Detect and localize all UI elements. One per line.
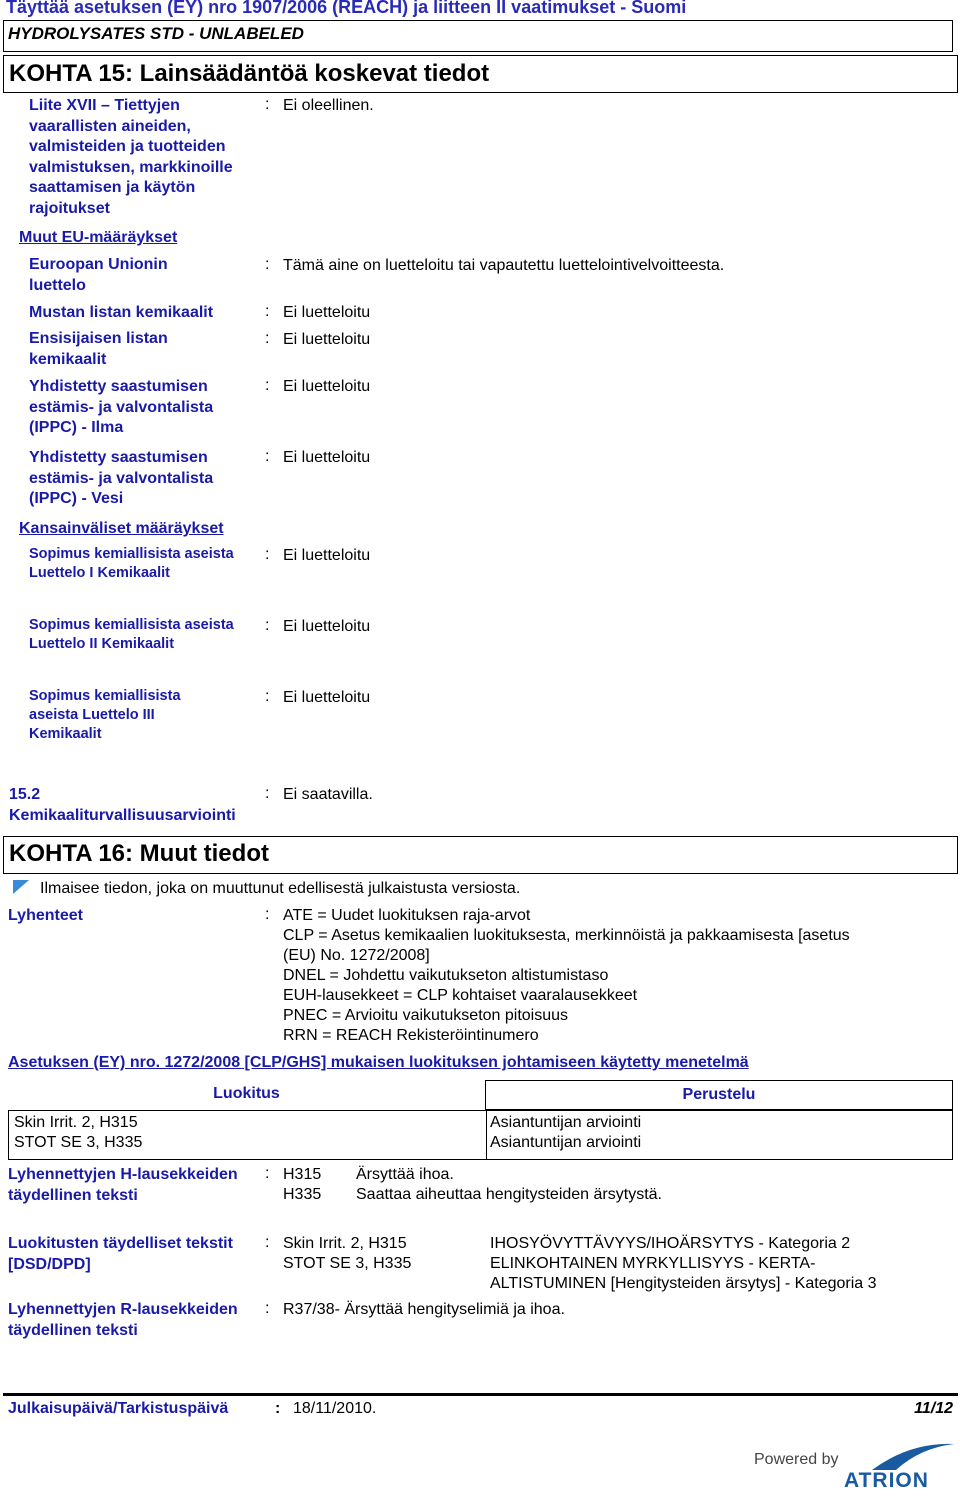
eu-list-value: Tämä aine on luetteloitu tai vapautettu luettelointivelvoitteesta. — [283, 257, 725, 274]
dsd-code: Skin Irrit. 2, H315 — [283, 1235, 407, 1252]
justification-cell: Asiantuntijan arviointi — [490, 1134, 642, 1151]
dsd-text: IHOSYÖVYTTÄVYYS/IHOÄRSYTYS - Kategoria 2 — [490, 1235, 851, 1252]
colon: : — [275, 1400, 281, 1417]
atrion-swoosh-icon — [870, 1440, 956, 1472]
colon: : — [265, 1300, 270, 1317]
page-number: 11/12 — [914, 1400, 953, 1417]
table-header-cell — [486, 1080, 953, 1110]
abbreviation-line: DNEL = Johdettu vaikutukseton altistumistaso — [283, 967, 609, 984]
justification-header: Perustelu — [682, 1086, 756, 1103]
black-list-label: Mustan listan kemikaalit — [29, 304, 214, 321]
h-phrase-text: Saattaa aiheuttaa hengitysteiden ärsytystä. — [356, 1186, 662, 1203]
colon: : — [265, 617, 270, 634]
abbreviations-list — [283, 906, 850, 1046]
international-regulations-heading: Kansainväliset määräykset — [19, 520, 224, 537]
colon: : — [265, 785, 270, 802]
priority-list-label: Ensisijaisen listan kemikaalit — [29, 330, 168, 368]
colon: : — [265, 1234, 270, 1251]
section-15-title: KOHTA 15: Lainsäädäntöä koskevat tiedot — [9, 60, 490, 87]
h-phrase-codes — [283, 1165, 321, 1205]
colon: : — [265, 448, 270, 465]
revision-marker-icon — [13, 880, 29, 894]
colon: : — [265, 546, 270, 563]
dsd-texts — [490, 1234, 877, 1294]
change-note: Ilmaisee tiedon, joka on muuttunut edellisestä julkaistusta versiosta. — [40, 880, 521, 897]
abbreviation-line: (EU) No. 1272/2008] — [283, 947, 430, 964]
h-phrases-label: Lyhennettyjen H-lausekkeiden täydellinen teksti — [8, 1166, 238, 1204]
dsd-texts-label: Luokitusten täydelliset tekstit [DSD/DPD] — [8, 1235, 233, 1273]
footer-divider — [3, 1393, 958, 1396]
table-row — [486, 1110, 953, 1160]
cwc-schedule2-label: Sopimus kemiallisista aseista Luettelo II Kemikaalit — [29, 617, 234, 652]
colon: : — [265, 688, 270, 705]
priority-list-value: Ei luetteloitu — [283, 331, 371, 348]
chemical-safety-assessment-value: Ei saatavilla. — [283, 786, 373, 803]
r-phrases-value: R37/38- Ärsyttää hengityselimiä ja ihoa. — [283, 1301, 565, 1318]
eu-list-label: Euroopan Unionin luettelo — [29, 256, 168, 294]
abbreviation-line: CLP = Asetus kemikaalien luokituksesta, merkinnöistä ja pakkaamisesta [asetus — [283, 927, 850, 944]
powered-by-text: Powered by — [754, 1451, 839, 1468]
ippc-water-value: Ei luetteloitu — [283, 449, 371, 466]
dsd-text: ALTISTUMINEN [Hengitysteiden ärsytys] - Kategoria 3 — [490, 1275, 877, 1292]
classification-header: Luokitus — [213, 1085, 280, 1102]
chemical-safety-assessment-label: 15.2 Kemikaaliturvallisuusarviointi — [9, 786, 236, 824]
annex17-label: Liite XVII – Tiettyjen vaarallisten aineiden, valmisteiden ja tuotteiden valmistuksen, markkinoille saattamisen ja käytön rajoitukset — [29, 97, 233, 217]
issue-date-value: 18/11/2010. — [293, 1400, 377, 1417]
table-header-cell — [8, 1080, 486, 1110]
ippc-water-label: Yhdistetty saastumisen estämis- ja valvontalista (IPPC) - Vesi — [29, 449, 214, 507]
atrion-brand-text: ATRION — [844, 1469, 929, 1492]
annex17-value: Ei oleellinen. — [283, 97, 374, 114]
document-regulation-title: Täyttää asetuksen (EY) nro 1907/2006 (REACH) ja liitteen II vaatimukset - Suomi — [6, 0, 687, 17]
atrion-logo — [752, 1440, 958, 1496]
classification-cell: STOT SE 3, H335 — [14, 1134, 143, 1151]
cwc-schedule3-label: Sopimus kemiallisista aseista Luettelo III Kemikaalit — [29, 688, 181, 742]
h-phrase-code: H335 — [283, 1186, 322, 1203]
colon: : — [265, 330, 270, 347]
dsd-text: ELINKOHTAINEN MYRKYLLISYYS - KERTA- — [490, 1255, 816, 1272]
colon: : — [265, 96, 270, 113]
black-list-value: Ei luetteloitu — [283, 304, 371, 321]
h-phrase-text: Ärsyttää ihoa. — [356, 1166, 454, 1183]
abbreviations-label: Lyhenteet — [8, 907, 83, 924]
cwc-schedule1-label: Sopimus kemiallisista aseista Luettelo I Kemikaalit — [29, 546, 234, 581]
product-name: HYDROLYSATES STD - UNLABELED — [8, 24, 304, 43]
colon: : — [265, 256, 270, 273]
dsd-codes — [283, 1234, 411, 1274]
colon: : — [265, 1165, 270, 1182]
other-eu-regulations-heading: Muut EU-määräykset — [19, 229, 178, 246]
colon: : — [265, 377, 270, 394]
cwc-schedule2-value: Ei luetteloitu — [283, 618, 371, 635]
colon: : — [265, 906, 270, 923]
issue-date-label: Julkaisupäivä/Tarkistuspäivä — [8, 1400, 229, 1417]
abbreviation-line: EUH-lausekkeet = CLP kohtaiset vaaralausekkeet — [283, 987, 638, 1004]
h-phrase-texts — [356, 1165, 662, 1205]
r-phrases-label: Lyhennettyjen R-lausekkeiden täydellinen teksti — [8, 1301, 238, 1339]
clp-classification-table — [8, 1080, 953, 1160]
table-row — [8, 1110, 486, 1160]
dsd-code: STOT SE 3, H335 — [283, 1255, 412, 1272]
cwc-schedule3-value: Ei luetteloitu — [283, 689, 371, 706]
abbreviation-line: RRN = REACH Rekisteröintinumero — [283, 1027, 539, 1044]
colon: : — [265, 303, 270, 320]
cwc-schedule1-value: Ei luetteloitu — [283, 547, 371, 564]
ippc-air-label: Yhdistetty saastumisen estämis- ja valvontalista (IPPC) - Ilma — [29, 378, 214, 436]
section-16-title: KOHTA 16: Muut tiedot — [9, 840, 269, 867]
h-phrase-code: H315 — [283, 1166, 322, 1183]
clp-method-title: Asetuksen (EY) nro. 1272/2008 [CLP/GHS] mukaisen luokituksen johtamiseen käytetty menetelmä — [8, 1054, 749, 1071]
justification-cell: Asiantuntijan arviointi — [490, 1114, 642, 1131]
abbreviation-line: ATE = Uudet luokituksen raja-arvot — [283, 907, 531, 924]
abbreviation-line: PNEC = Arvioitu vaikutukseton pitoisuus — [283, 1007, 569, 1024]
ippc-air-value: Ei luetteloitu — [283, 378, 371, 395]
classification-cell: Skin Irrit. 2, H315 — [14, 1114, 138, 1131]
